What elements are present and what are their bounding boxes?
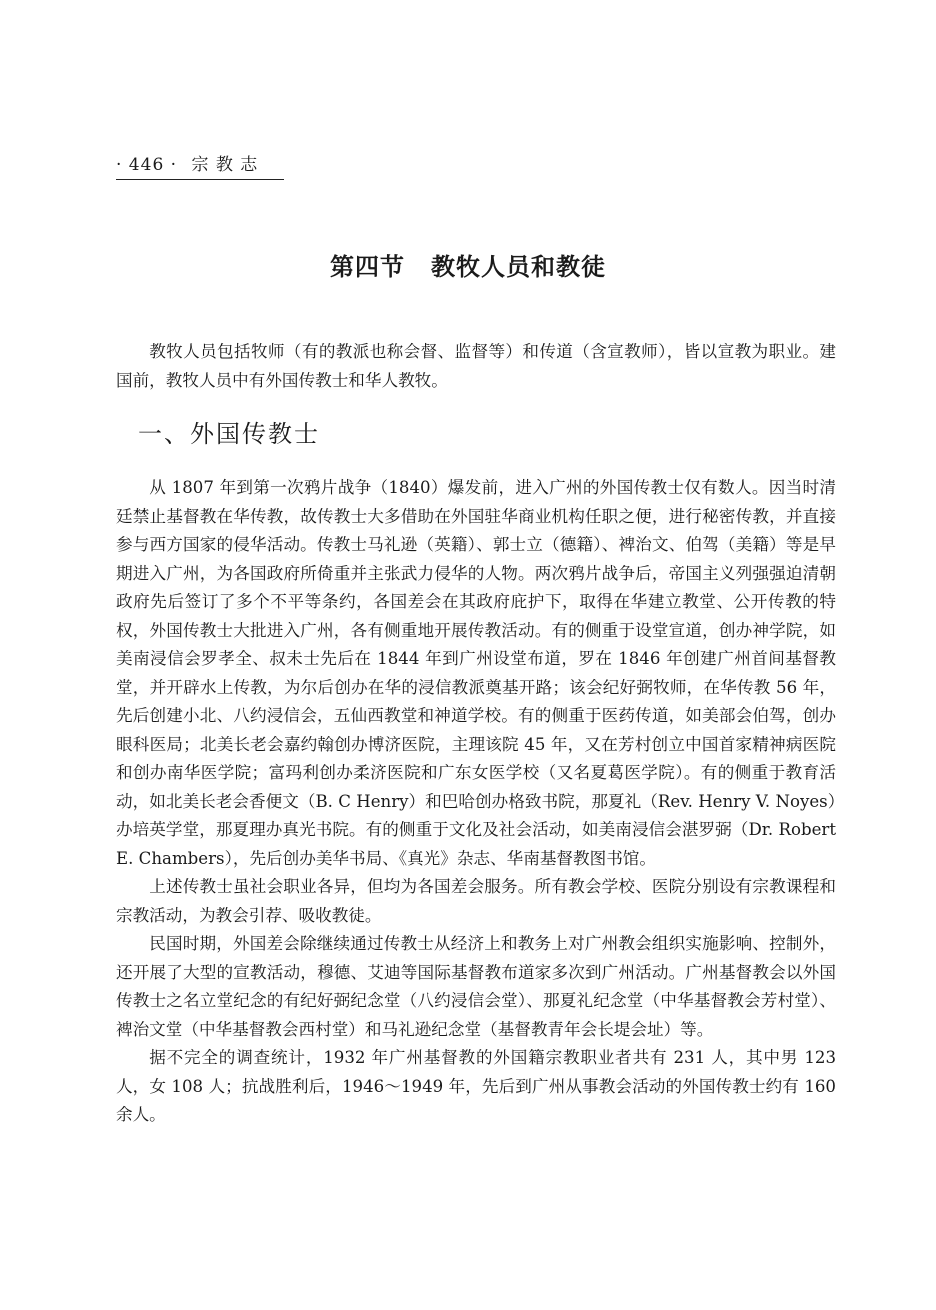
section-number: 第四节 xyxy=(330,253,405,281)
body-paragraph: 据不完全的调查统计，1932 年广州基督教的外国籍宗教职业者共有 231 人，其中男 123 人，女 108 人；抗战胜利后，1946～1949 年，先后到广州从事教会活动的外国传教士约有 160 余人。 xyxy=(116,1048,836,1124)
subsection-heading: 一、外国传教士 xyxy=(138,420,320,448)
intro-block xyxy=(116,338,836,395)
running-header xyxy=(116,150,284,180)
intro-paragraph: 教牧人员包括牧师（有的教派也称会督、监督等）和传道（含宣教师），皆以宣教为职业。建国前，教牧人员中有外国传教士和华人教牧。 xyxy=(116,342,836,390)
section-title: 教牧人员和教徒 xyxy=(431,253,606,281)
book-title: 宗 教 志 xyxy=(191,155,259,175)
body-paragraph: 上述传教士虽社会职业各异，但均为各国差会服务。所有教会学校、医院分别设有宗教课程和宗教活动，为教会引荐、吸收教徒。 xyxy=(116,877,836,925)
page-number: · 446 · xyxy=(116,155,178,175)
main-text xyxy=(116,474,836,1130)
body-paragraph: 民国时期，外国差会除继续通过传教士从经济上和教务上对广州教会组织实施影响、控制外，还开展了大型的宣教活动，穆德、艾迪等国际基督教布道家多次到广州活动。广州基督教会以外国传教士之名立堂纪念的有纪好弼纪念堂（八约浸信会堂）、那夏礼纪念堂（中华基督教会芳村堂）、裨治文堂（中华基督教会西村堂）和马礼逊纪念堂（基督教青年会长堤会址）等。 xyxy=(116,934,836,1039)
body-paragraph: 从 1807 年到第一次鸦片战争（1840）爆发前，进入广州的外国传教士仅有数人。因当时清廷禁止基督教在华传教，故传教士大多借助在外国驻华商业机构任职之便，进行秘密传教，并直接参与西方国家的侵华活动。传教士马礼逊（英籍）、郭士立（德籍）、裨治文、伯驾（美籍）等是早期进入广州，为各国政府所倚重并主张武力侵华的人物。两次鸦片战争后，帝国主义列强强迫清朝政府先后签订了多个不平等条约，各国差会在其政府庇护下，取得在华建立教堂、公开传教的特权，外国传教士大批进入广州，各有侧重地开展传教活动。有的侧重于设堂宣道，创办神学院，如美南浸信会罗孝全、叔未士先后在 1844 年到广州设堂布道，罗在 1846 年创建广州首间基督教堂，并开辟水上传教，为尔后创办在华的浸信教派奠基开路；该会纪好弼牧师，在华传教 56 年，先后创建小北、八约浸信会，五仙西教堂和神道学校。有的侧重于医药传道，如美部会伯驾，创办眼科医局；北美长老会嘉约翰创办博济医院，主理该院 45 年，又在芳村创立中国首家精神病医院和创办南华医学院；富玛利创办柔济医院和广东女医学校（又名夏葛医学院）。有的侧重于教育活动，如北美长老会香便文（B. C Henry）和巴哈创办格致书院，那夏礼（Rev. Henry V. Noyes）办培英学堂，那夏理办真光书院。有的侧重于文化及社会活动，如美南浸信会湛罗弼（Dr. Robert E. Chambers），先后创办美华书局、《真光》杂志、华南基督教图书馆。 xyxy=(116,478,836,868)
section-heading xyxy=(0,247,936,282)
